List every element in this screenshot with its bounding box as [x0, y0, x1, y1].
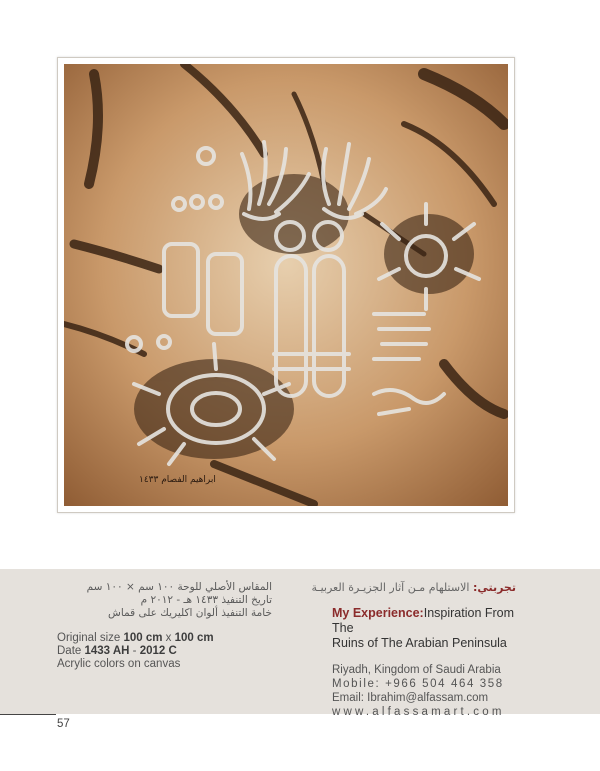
artwork-painting: [64, 64, 508, 506]
artwork-frame: [57, 57, 515, 513]
english-title: My Experience:Inspiration From The: [332, 606, 515, 635]
page-rule: [0, 714, 56, 715]
caption-left: [57, 581, 272, 671]
arabic-size-line: المقاس الأصلي للوحة ١٠٠ سم × ١٠٠ سم: [86, 581, 272, 593]
caption-band: [0, 569, 600, 718]
page-number: 57: [57, 718, 70, 730]
english-date-line: Date 1433 AH - 2012 C: [57, 645, 177, 657]
artwork-signature: ابراهيم الفصام ١٤٣٣: [139, 475, 216, 485]
arabic-medium-line: خامة التنفيذ ألوان اكليريك على قماش: [108, 607, 272, 619]
english-title-line2: Ruins of The Arabian Peninsula: [332, 636, 507, 650]
artist-mobile: Mobile: +966 504 464 358: [332, 678, 504, 690]
arabic-title: تجربتي: الاستلهام مـن آثار الجزيـرة العربيـة: [311, 581, 516, 594]
artist-location: Riyadh, Kingdom of Saudi Arabia: [332, 664, 501, 676]
caption-right: [311, 581, 516, 719]
artist-email[interactable]: Email: Ibrahim@alfassam.com: [332, 692, 489, 704]
artist-website[interactable]: www.alfassamart.com: [332, 706, 505, 718]
english-size-line: Original size 100 cm x 100 cm: [57, 632, 214, 644]
english-medium-line: Acrylic colors on canvas: [57, 658, 181, 670]
arabic-date-line: تاريخ التنفيذ ١٤٣٣ هـ - ٢٠١٢ م: [140, 594, 272, 606]
